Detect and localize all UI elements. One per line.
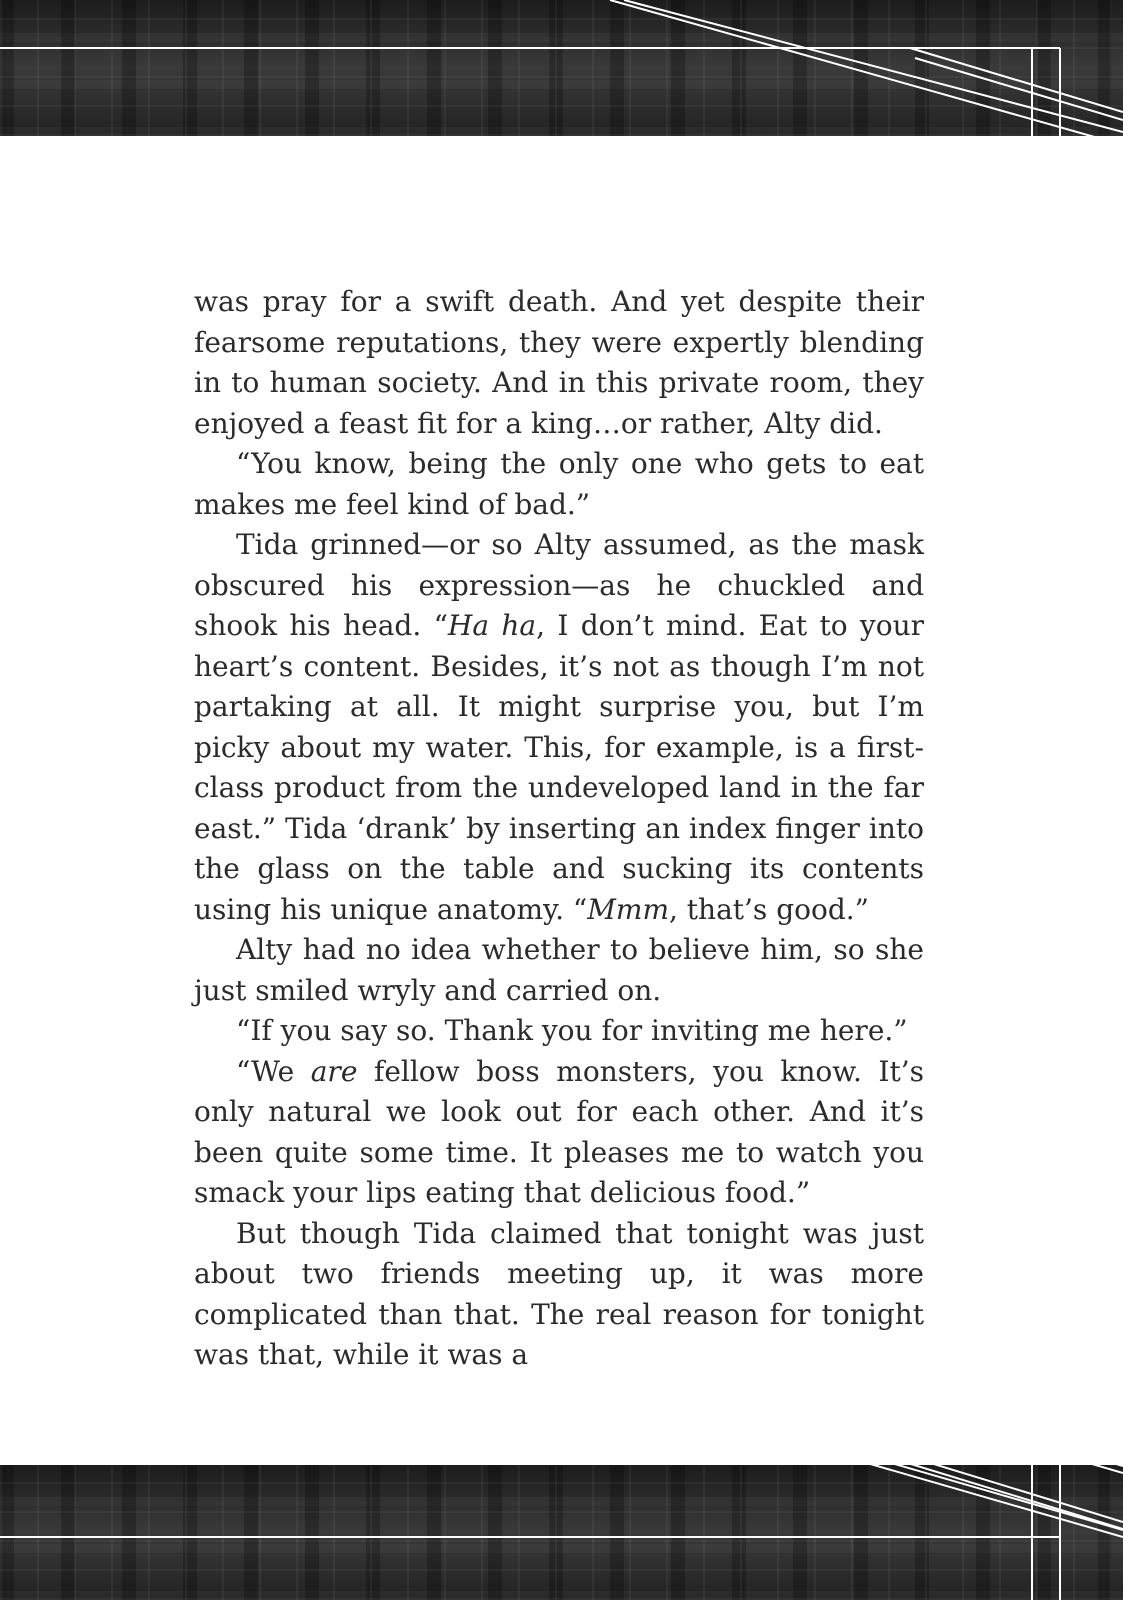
text-run: “If you say so. Thank you for inviting me here.” [236,1014,908,1047]
emphasis-text: are [310,1054,358,1088]
text-run: “We [236,1054,311,1088]
top-diagonal-6 [983,148,1055,174]
text-run: But though Tida claimed that tonight was just about two friends meeting up, it was more complicated than that. The real reason for tonight was that, while it was a [194,1216,924,1371]
paragraph [194,444,924,525]
text-run: Alty had no idea whether to believe him, so she just smiled wryly and carried on. [194,933,924,1007]
paragraph [194,1052,924,1214]
text-run: , that’s good.” [669,892,869,926]
text-run: “You know, being the only one who gets to eat makes me feel kind of bad.” [194,447,924,521]
text-run: was pray for a swift death. And yet despite their fearsome reputations, they were expertly blending in to human society. And in this private room, they enjoyed a feast fit for a king…or rather, Alty did. [194,285,924,440]
emphasis-text: Mmm [587,892,669,926]
paragraph [194,1011,924,1052]
paragraph [194,930,924,1011]
body-text [194,282,924,1376]
bottom-diagonal-5 [945,1414,1123,1466]
emphasis-text: Ha ha [447,609,537,642]
text-run: Tida grinned—or so Alty assumed, as the mask obscured his expression—as he chuckled and shook his head. “ [194,528,924,642]
paragraph [194,282,924,444]
text-run: fellow boss monsters, you know. It’s only natural we look out for each other. And it’s been quite some time. It pleases me to watch you smack your lips eating that delicious food.” [194,1054,924,1209]
top-decorative-band [0,0,1123,136]
paragraph [194,525,924,930]
top-diagonal-5 [983,142,1055,168]
text-run: , I don’t mind. Eat to your heart’s content. Besides, it’s not as though I’m not partaking at all. It might surprise you, but I’m picky about my water. This, for example, is a first-class product from the undeveloped land in the far east.” Tida ‘drank’ by inserting an index finger into the glass on the table and sucking its contents using his unique anatomy. “ [194,609,925,926]
bottom-decorative-band [0,1465,1123,1600]
paragraph [194,1214,924,1376]
